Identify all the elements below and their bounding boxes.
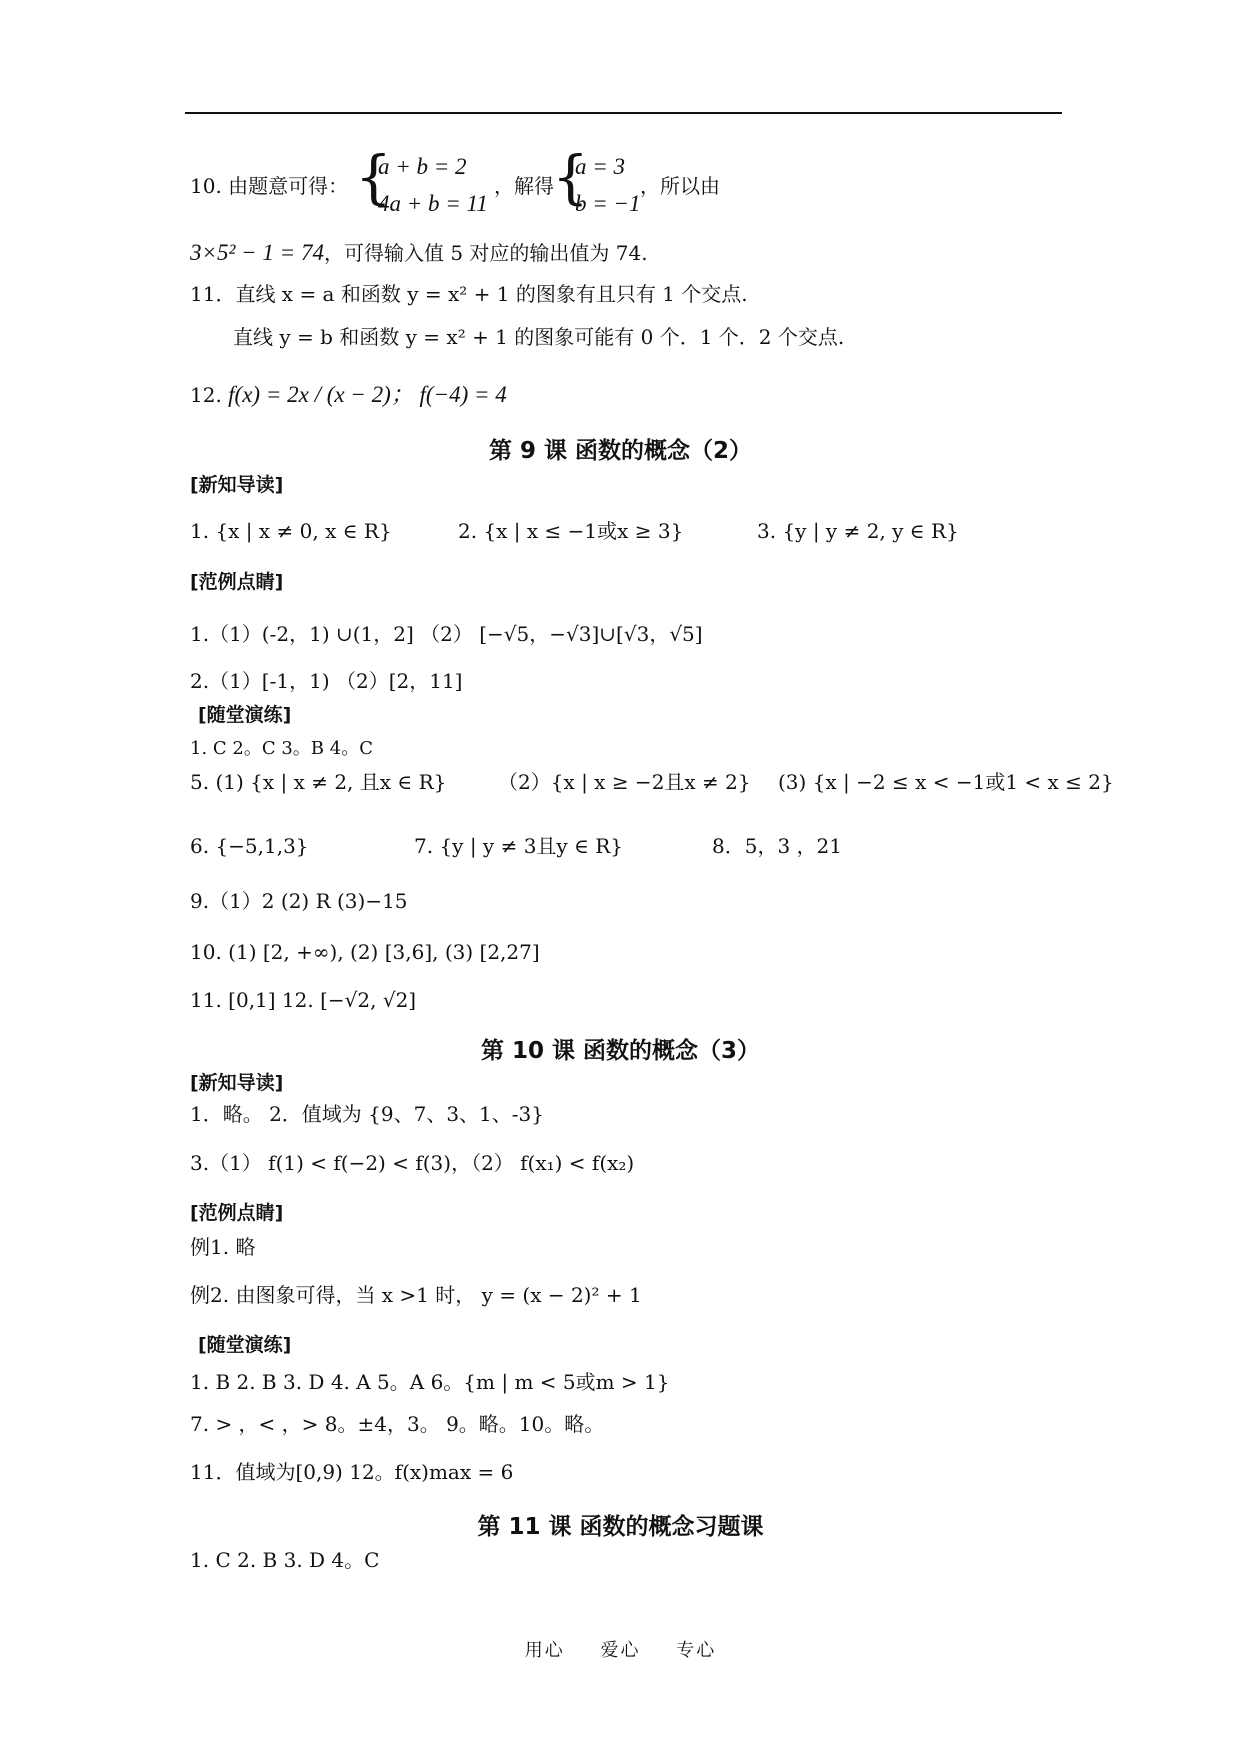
section-fanli-10: [范例点睛] — [190, 1202, 284, 1224]
answer-12-function: f(x) = 2x / (x − 2) — [228, 382, 391, 407]
section-suitang-10: [随堂演练] — [198, 1334, 292, 1356]
l9-suitang-11-12: 11. [0,1] 12. [−√2, √2] — [190, 988, 417, 1012]
answer-10-prefix: 10. 由题意可得： — [190, 174, 349, 198]
l10-example-2: 例2. 由图象可得，当 x >1 时， y = (x − 2)² + 1 — [190, 1283, 642, 1307]
l9-suitang-5c: (3) {x | −2 ≤ x < −1或1 < x ≤ 2} — [778, 770, 1114, 794]
answer-11-line-1: 11．直线 x = a 和函数 y = x² + 1 的图象有且只有 1 个交点. — [190, 282, 748, 306]
l9-suitang-1: 1. C 2。C 3。B 4。C — [190, 738, 373, 759]
footer-word-2: 爱心 — [600, 1640, 641, 1661]
system-2-row-2: b = −1 — [575, 191, 641, 216]
answer-10-line — [190, 176, 348, 196]
l10-suitang-11: 11．值域为[0,9) 12。f(x)max = 6 — [190, 1460, 514, 1484]
l9-fanli-2: 2.（1）[-1，1) （2）[2，11] — [190, 669, 463, 693]
header-rule — [185, 112, 1062, 114]
answer-11-line-2: 直线 y = b 和函数 y = x² + 1 的图象可能有 0 个．1 个．2 个交点. — [233, 325, 845, 349]
l9-fanli-1: 1.（1）(-2，1) ∪(1，2] （2） [−√5，−√3]∪[√3，√5] — [190, 622, 703, 646]
l9-suitang-7: 7. {y | y ≠ 3且y ∈ R} — [414, 834, 624, 858]
l10-suitang-1: 1. B 2. B 3. D 4. A 5。A 6。{m | m < 5或m > 1} — [190, 1370, 670, 1394]
section-xinzhi-9: [新知导读] — [190, 474, 284, 496]
l9-suitang-6: 6. {−5,1,3} — [190, 834, 309, 858]
l11-answers: 1. C 2. B 3. D 4。C — [190, 1548, 380, 1572]
l9-suitang-8: 8．5，3 ，21 — [712, 834, 842, 858]
l9-xinzhi-row — [190, 521, 392, 541]
answer-10-continuation — [190, 241, 648, 264]
answer-10-conclusion: ，可得输入值 5 对应的输出值为 74. — [323, 241, 648, 265]
footer-word-1: 用心 — [524, 1640, 565, 1661]
l9-xinzhi-1: 1. {x | x ≠ 0, x ∈ R} — [190, 519, 392, 543]
answer-12-value: ； f(−4) = 4 — [390, 382, 507, 407]
l9-suitang-5a: 5. (1) {x | x ≠ 2, 且x ∈ R} — [190, 770, 447, 794]
lesson-10-title: 第 10 课 函数的概念（3） — [480, 1038, 761, 1064]
lesson-9-title: 第 9 课 函数的概念（2） — [488, 438, 753, 464]
section-xinzhi-10: [新知导读] — [190, 1072, 284, 1094]
answer-10-equation: 3×5² − 1 = 74 — [190, 240, 324, 265]
section-suitang-9: [随堂演练] — [198, 704, 292, 726]
l9-suitang-10: 10. (1) [2, +∞), (2) [3,6], (3) [2,27] — [190, 940, 540, 964]
section-fanli-9: [范例点睛] — [190, 571, 284, 593]
l9-xinzhi-2: 2. {x | x ≤ −1或x ≥ 3} — [458, 519, 684, 543]
l10-example-1: 例1. 略 — [190, 1235, 256, 1259]
l10-xinzhi-1: 1．略。 2．值域为 {9、7、3、1、-3} — [190, 1102, 544, 1126]
l10-xinzhi-3: 3.（1） f(1) < f(−2) < f(3)，（2） f(x₁) < f(x₂) — [190, 1151, 635, 1175]
answer-10-mid: ，解得 — [494, 174, 554, 198]
answer-12-line — [190, 383, 507, 406]
system-1-row-1: a + b = 2 — [378, 154, 467, 179]
brace-left-1: { — [355, 143, 392, 211]
page-footer — [0, 1636, 1241, 1662]
system-1-row-2: 4a + b = 11 — [378, 191, 488, 216]
system-2-row-1: a = 3 — [575, 154, 626, 179]
answer-12-prefix: 12. — [190, 383, 222, 407]
l9-suitang-9: 9.（1）2 (2) R (3)−15 — [190, 889, 408, 913]
footer-word-3: 专心 — [676, 1640, 717, 1661]
l10-suitang-7: 7. > ，< ，> 8。±4，3。 9。略。10。略。 — [190, 1412, 605, 1436]
brace-left-2: { — [552, 143, 589, 211]
lesson-11-title: 第 11 课 函数的概念习题课 — [477, 1514, 764, 1540]
l9-xinzhi-3: 3. {y | y ≠ 2, y ∈ R} — [757, 519, 959, 543]
answer-10-post: ，所以由 — [640, 174, 720, 198]
l9-suitang-5b: （2）{x | x ≥ −2且x ≠ 2} — [498, 770, 751, 794]
